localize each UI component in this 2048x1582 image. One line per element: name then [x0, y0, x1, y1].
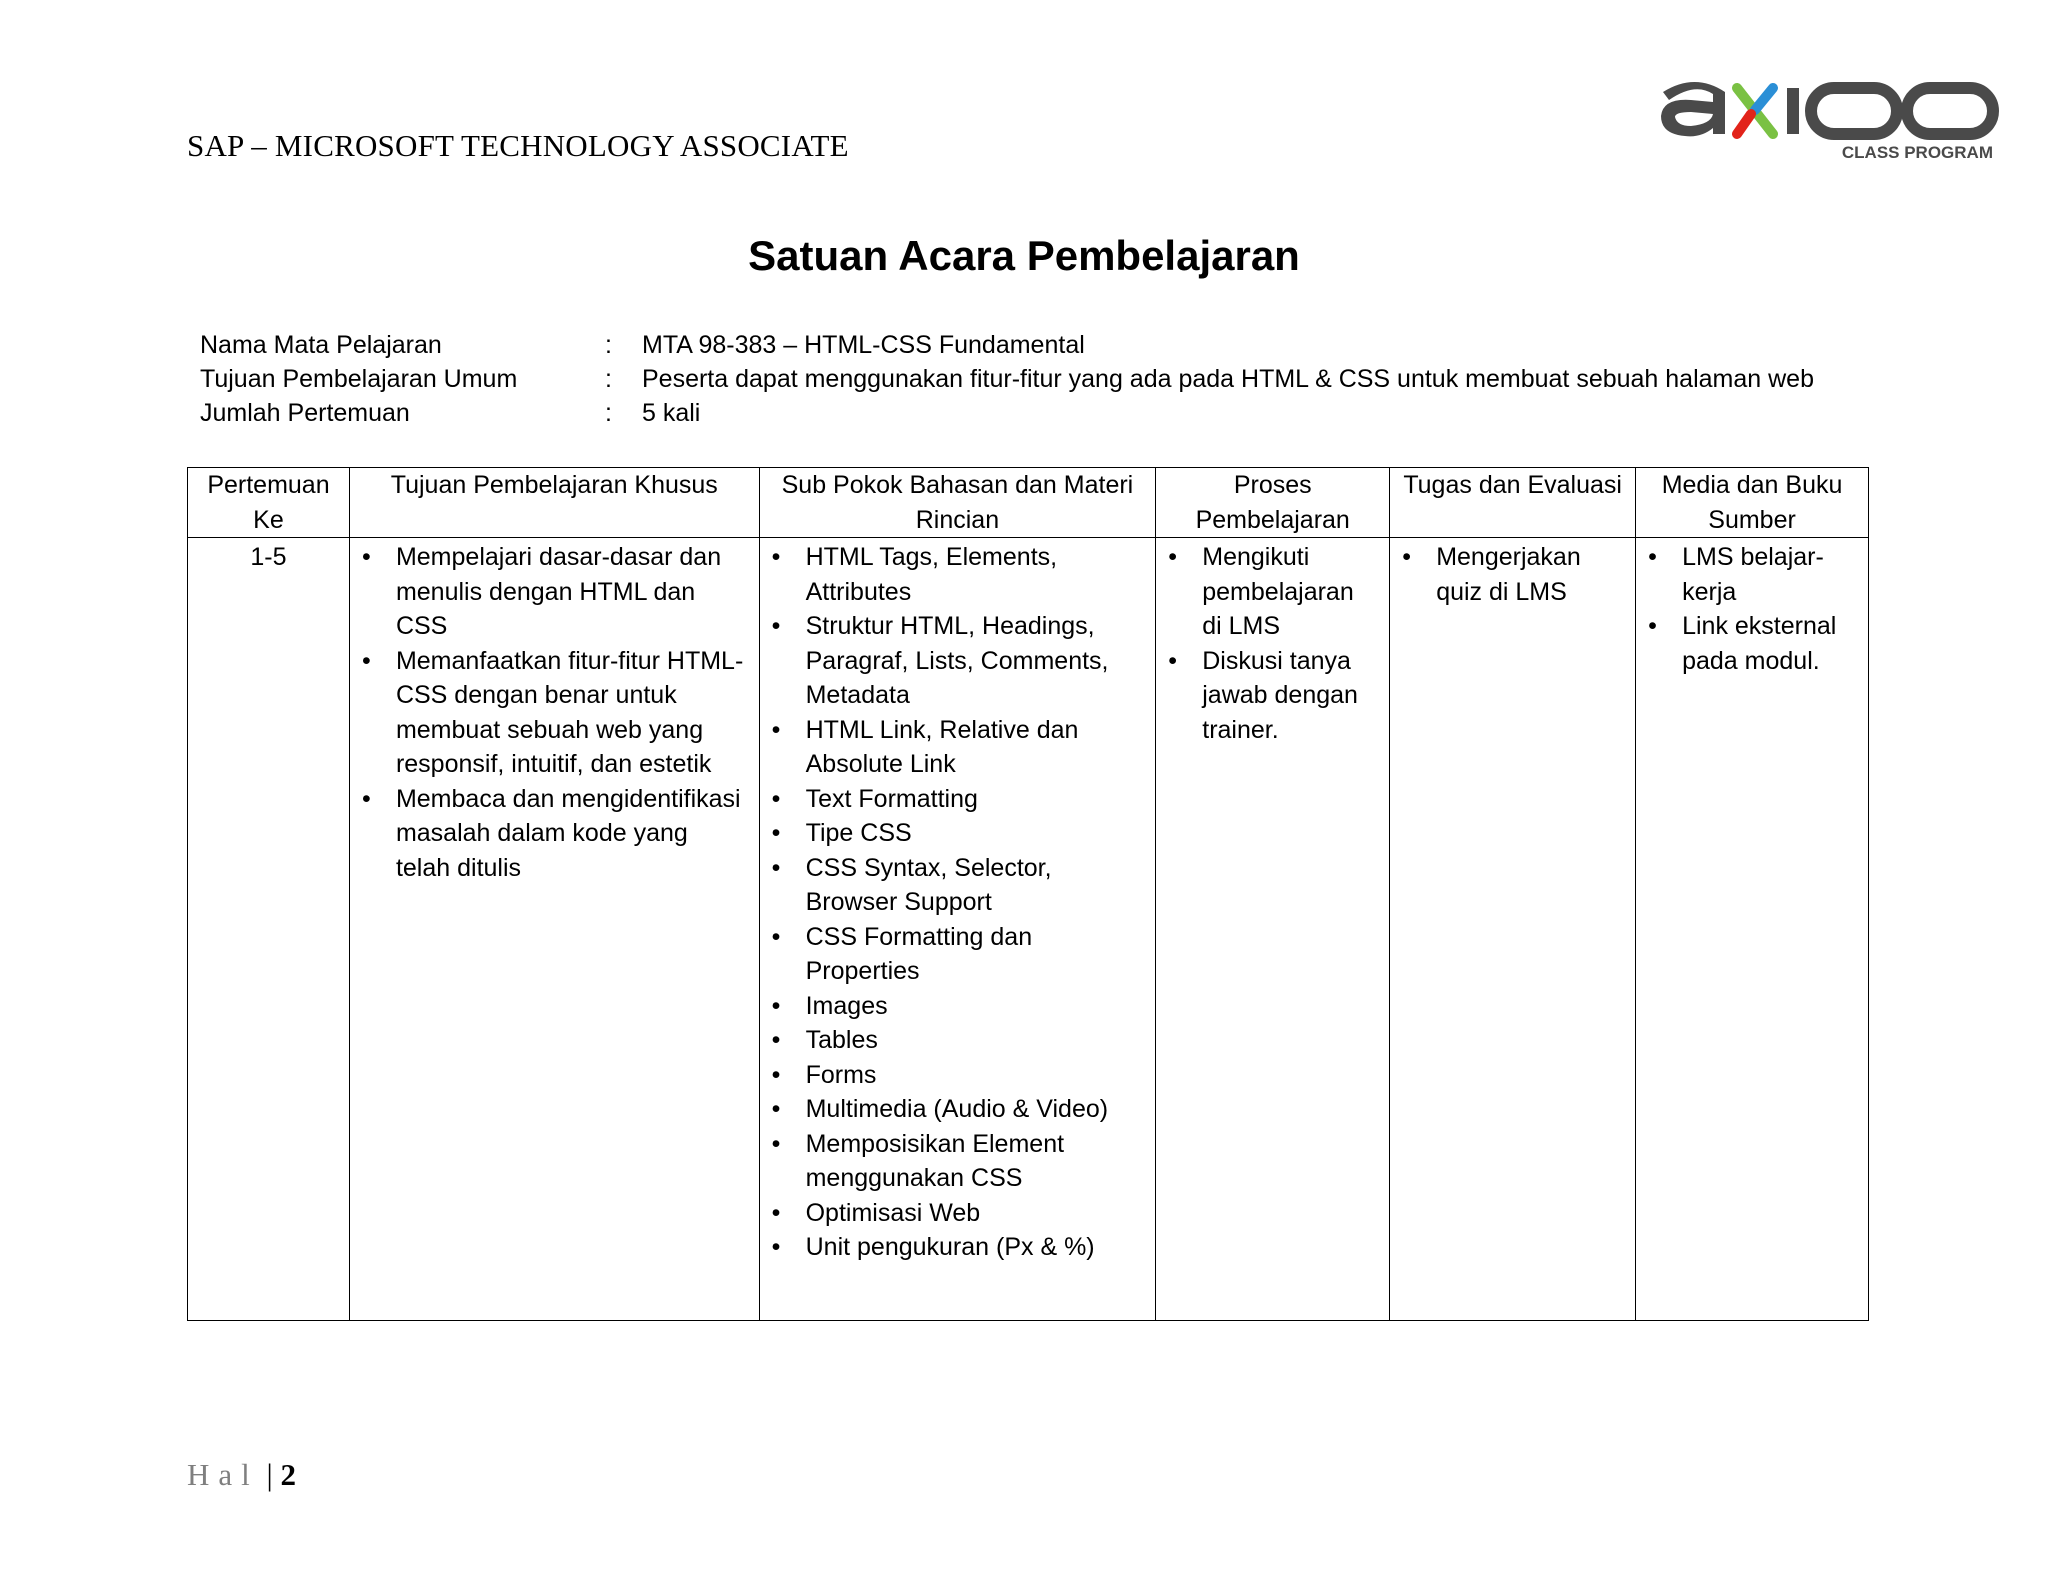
- tugas-list: [1400, 540, 1625, 609]
- proses-list: [1166, 540, 1379, 747]
- page-footer: [187, 1457, 296, 1493]
- list-item: • Memposisikan Element menggunakan CSS: [770, 1127, 1146, 1196]
- table-header-row: [188, 468, 1869, 538]
- column-header-materi: Sub Pokok Bahasan dan Materi Rincian: [759, 468, 1156, 538]
- column-header-tugas: Tugas dan Evaluasi: [1390, 468, 1636, 538]
- materi-list: [770, 540, 1146, 1265]
- cell-media: [1636, 538, 1869, 1321]
- info-value: MTA 98-383 – HTML-CSS Fundamental: [642, 331, 1085, 359]
- list-item: • Struktur HTML, Headings, Paragraf, Lists, Comments, Metadata: [770, 609, 1146, 713]
- info-value: Peserta dapat menggunakan fitur-fitur yang ada pada HTML & CSS untuk membuat sebuah halaman web: [642, 365, 1814, 393]
- list-item: • Unit pengukuran (Px & %): [770, 1230, 1146, 1265]
- list-item: • HTML Tags, Elements, Attributes: [770, 540, 1146, 609]
- media-list: [1646, 540, 1858, 678]
- info-row: [200, 396, 1814, 430]
- cell-pertemuan: 1-5: [188, 538, 350, 1321]
- list-item: • Membaca dan mengidentifikasi masalah dalam kode yang telah ditulis: [360, 782, 749, 886]
- course-info: [200, 328, 1814, 430]
- info-label: Tujuan Pembelajaran Umum: [200, 365, 518, 393]
- footer-separator: |: [266, 1457, 273, 1492]
- table-row: [188, 538, 1869, 1321]
- lesson-plan-table: [187, 467, 1869, 1321]
- list-item: • Memanfaatkan fitur-fitur HTML-CSS dengan benar untuk membuat sebuah web yang responsif, intuitif, dan estetik: [360, 644, 749, 782]
- list-item: • Mengerjakan quiz di LMS: [1400, 540, 1625, 609]
- list-item: • Mempelajari dasar-dasar dan menulis dengan HTML dan CSS: [360, 540, 749, 644]
- column-header-tujuan: Tujuan Pembelajaran Khusus: [349, 468, 759, 538]
- logo-letter-o1: [1811, 88, 1897, 134]
- info-separator: :: [605, 399, 612, 427]
- info-label: Jumlah Pertemuan: [200, 399, 410, 427]
- list-item: • CSS Syntax, Selector, Browser Support: [770, 851, 1146, 920]
- list-item: • Images: [770, 989, 1146, 1024]
- list-item: • Diskusi tanya jawab dengan trainer.: [1166, 644, 1379, 748]
- logo-x-stroke-2: [1755, 88, 1773, 110]
- list-item: • Forms: [770, 1058, 1146, 1093]
- header-title: SAP – MICROSOFT TECHNOLOGY ASSOCIATE: [187, 128, 849, 163]
- column-header-proses: Proses Pembelajaran: [1156, 468, 1390, 538]
- list-item: • CSS Formatting dan Properties: [770, 920, 1146, 989]
- cell-tugas: [1390, 538, 1636, 1321]
- list-item: • HTML Link, Relative dan Absolute Link: [770, 713, 1146, 782]
- list-item: • Optimisasi Web: [770, 1196, 1146, 1231]
- footer-hal-label: Hal: [187, 1457, 259, 1492]
- list-item: • Tipe CSS: [770, 816, 1146, 851]
- list-item: • Tables: [770, 1023, 1146, 1058]
- list-item: • LMS belajar-kerja: [1646, 540, 1858, 609]
- tujuan-list: [360, 540, 749, 885]
- info-separator: :: [605, 365, 612, 393]
- info-separator: :: [605, 331, 612, 359]
- logo-letter-o2: [1907, 88, 1993, 134]
- info-label: Nama Mata Pelajaran: [200, 331, 442, 359]
- document-title: Satuan Acara Pembelajaran: [748, 232, 1300, 279]
- info-row: [200, 328, 1814, 362]
- axioo-logo: [1655, 62, 2005, 162]
- logo-x-stroke-3: [1737, 114, 1751, 134]
- info-row: [200, 362, 1814, 396]
- info-value: 5 kali: [642, 399, 701, 427]
- column-header-pertemuan: Pertemuan Ke: [188, 468, 350, 538]
- logo-letter-a: [1661, 82, 1725, 136]
- list-item: • Text Formatting: [770, 782, 1146, 817]
- list-item: • Multimedia (Audio & Video): [770, 1092, 1146, 1127]
- list-item: • Link eksternal pada modul.: [1646, 609, 1858, 678]
- cell-tujuan: [349, 538, 759, 1321]
- cell-proses: [1156, 538, 1390, 1321]
- logo-subtitle: CLASS PROGRAM: [1841, 143, 1993, 162]
- page-number: 2: [280, 1457, 296, 1492]
- list-item: • Mengikuti pembelajaran di LMS: [1166, 540, 1379, 644]
- logo-letter-i: [1787, 88, 1799, 134]
- cell-materi: [759, 538, 1156, 1321]
- column-header-media: Media dan Buku Sumber: [1636, 468, 1869, 538]
